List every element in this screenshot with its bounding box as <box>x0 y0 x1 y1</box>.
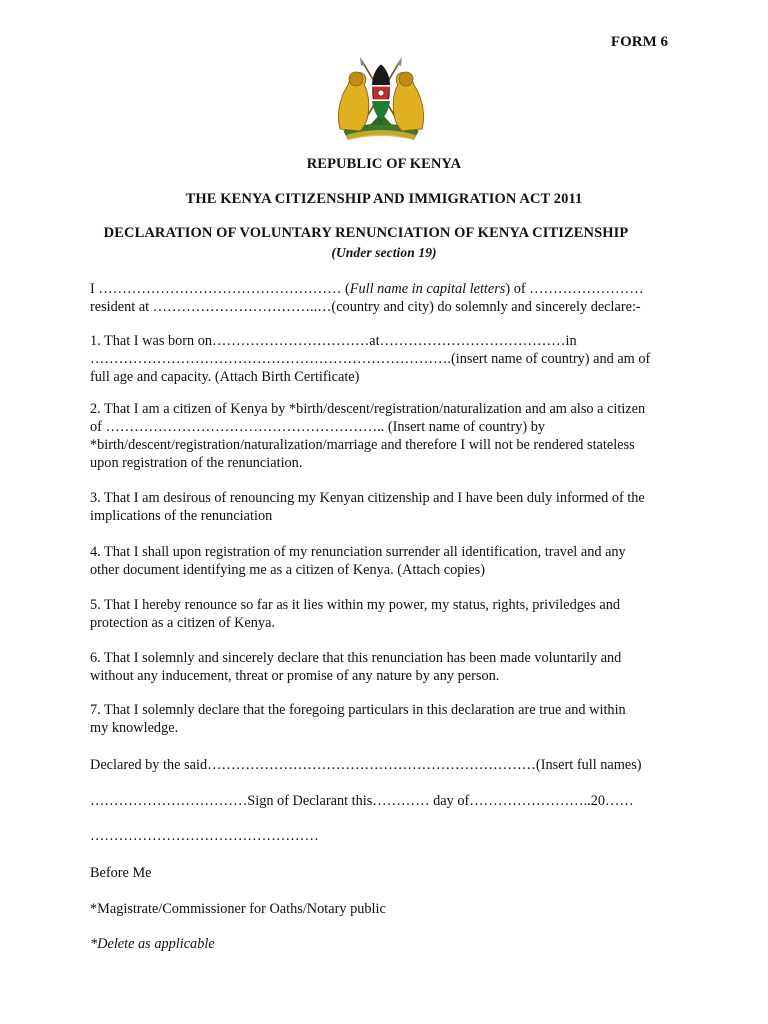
declared-by-line: Declared by the said……………………………………………………………(Insert full names) <box>90 757 642 773</box>
heading-section: (Under section 19) <box>331 245 437 260</box>
clause-1-line-1: 1. That I was born on……………………………at…………………………………in <box>90 333 577 349</box>
clause-5 <box>90 596 680 632</box>
clause-2-line-4: upon registration of the renunciation. <box>90 455 303 471</box>
intro-text-b: ) of …………………… <box>505 281 644 297</box>
coat-of-arms-graphic <box>330 55 432 141</box>
clause-6-line-2: without any inducement, threat or promise of any nature by any person. <box>90 668 500 684</box>
heading-declaration: DECLARATION OF VOLUNTARY RENUNCIATION OF KENYA CITIZENSHIP <box>103 225 629 241</box>
blank-signature-line: ………………………………………… <box>90 828 319 844</box>
clause-6-line-1: 6. That I solemnly and sincerely declare that this renunciation has been made voluntarily and <box>90 650 622 666</box>
clause-3 <box>90 489 680 525</box>
signature-line: ……………………………Sign of Declarant this………… day of……………………..20…… <box>90 793 634 809</box>
clause-3-line-2: implications of the renunciation <box>90 508 273 524</box>
clause-1-line-3: full age and capacity. (Attach Birth Certificate) <box>90 369 360 385</box>
clause-3-line-1: 3. That I am desirous of renouncing my Kenyan citizenship and I have been duly informed of the <box>90 490 645 506</box>
clause-1 <box>90 332 680 386</box>
clause-2 <box>90 400 680 472</box>
clause-4-line-2: other document identifying me as a citizen of Kenya. (Attach copies) <box>90 562 486 578</box>
delete-note: *Delete as applicable <box>90 936 215 952</box>
clause-2-line-2: of ………………………………………………….. (Insert name of country) by <box>90 419 546 435</box>
clause-4 <box>90 543 680 579</box>
clause-5-line-1: 5. That I hereby renounce so far as it lies within my power, my status, rights, priviledges and <box>90 597 621 613</box>
clause-7 <box>90 701 680 737</box>
form-number: FORM 6 <box>610 34 668 50</box>
heading-republic: REPUBLIC OF KENYA <box>306 156 462 172</box>
clause-5-line-2: protection as a citizen of Kenya. <box>90 615 275 631</box>
clause-7-line-2: my knowledge. <box>90 720 179 736</box>
intro-line-1 <box>90 280 680 298</box>
intro-paragraph <box>90 280 680 316</box>
clause-1-line-2: ………………………………………………………………….(insert name of country) and am of <box>90 351 651 367</box>
clause-6 <box>90 649 680 685</box>
clause-2-line-1: 2. That I am a citizen of Kenya by *birth/descent/registration/naturalization and am also a citizen <box>90 401 646 417</box>
kenya-coat-of-arms-icon <box>330 55 432 141</box>
heading-act: THE KENYA CITIZENSHIP AND IMMIGRATION ACT 2011 <box>185 191 583 207</box>
before-me-label: Before Me <box>90 865 152 881</box>
intro-line-2: resident at ……………………………..…(country and city) do solemnly and sincerely declare:- <box>90 299 641 315</box>
intro-text-italic: Full name in capital letters <box>349 281 506 297</box>
officer-label: *Magistrate/Commissioner for Oaths/Notary public <box>90 901 386 917</box>
clause-4-line-1: 4. That I shall upon registration of my renunciation surrender all identification, travel and any <box>90 544 626 560</box>
intro-text-a: I …………………………………………… ( <box>90 281 350 297</box>
clause-7-line-1: 7. That I solemnly declare that the foregoing particulars in this declaration are true and within <box>90 702 626 718</box>
clause-2-line-3: *birth/descent/registration/naturalization/marriage and therefore I will not be rendered stateless <box>90 437 635 453</box>
